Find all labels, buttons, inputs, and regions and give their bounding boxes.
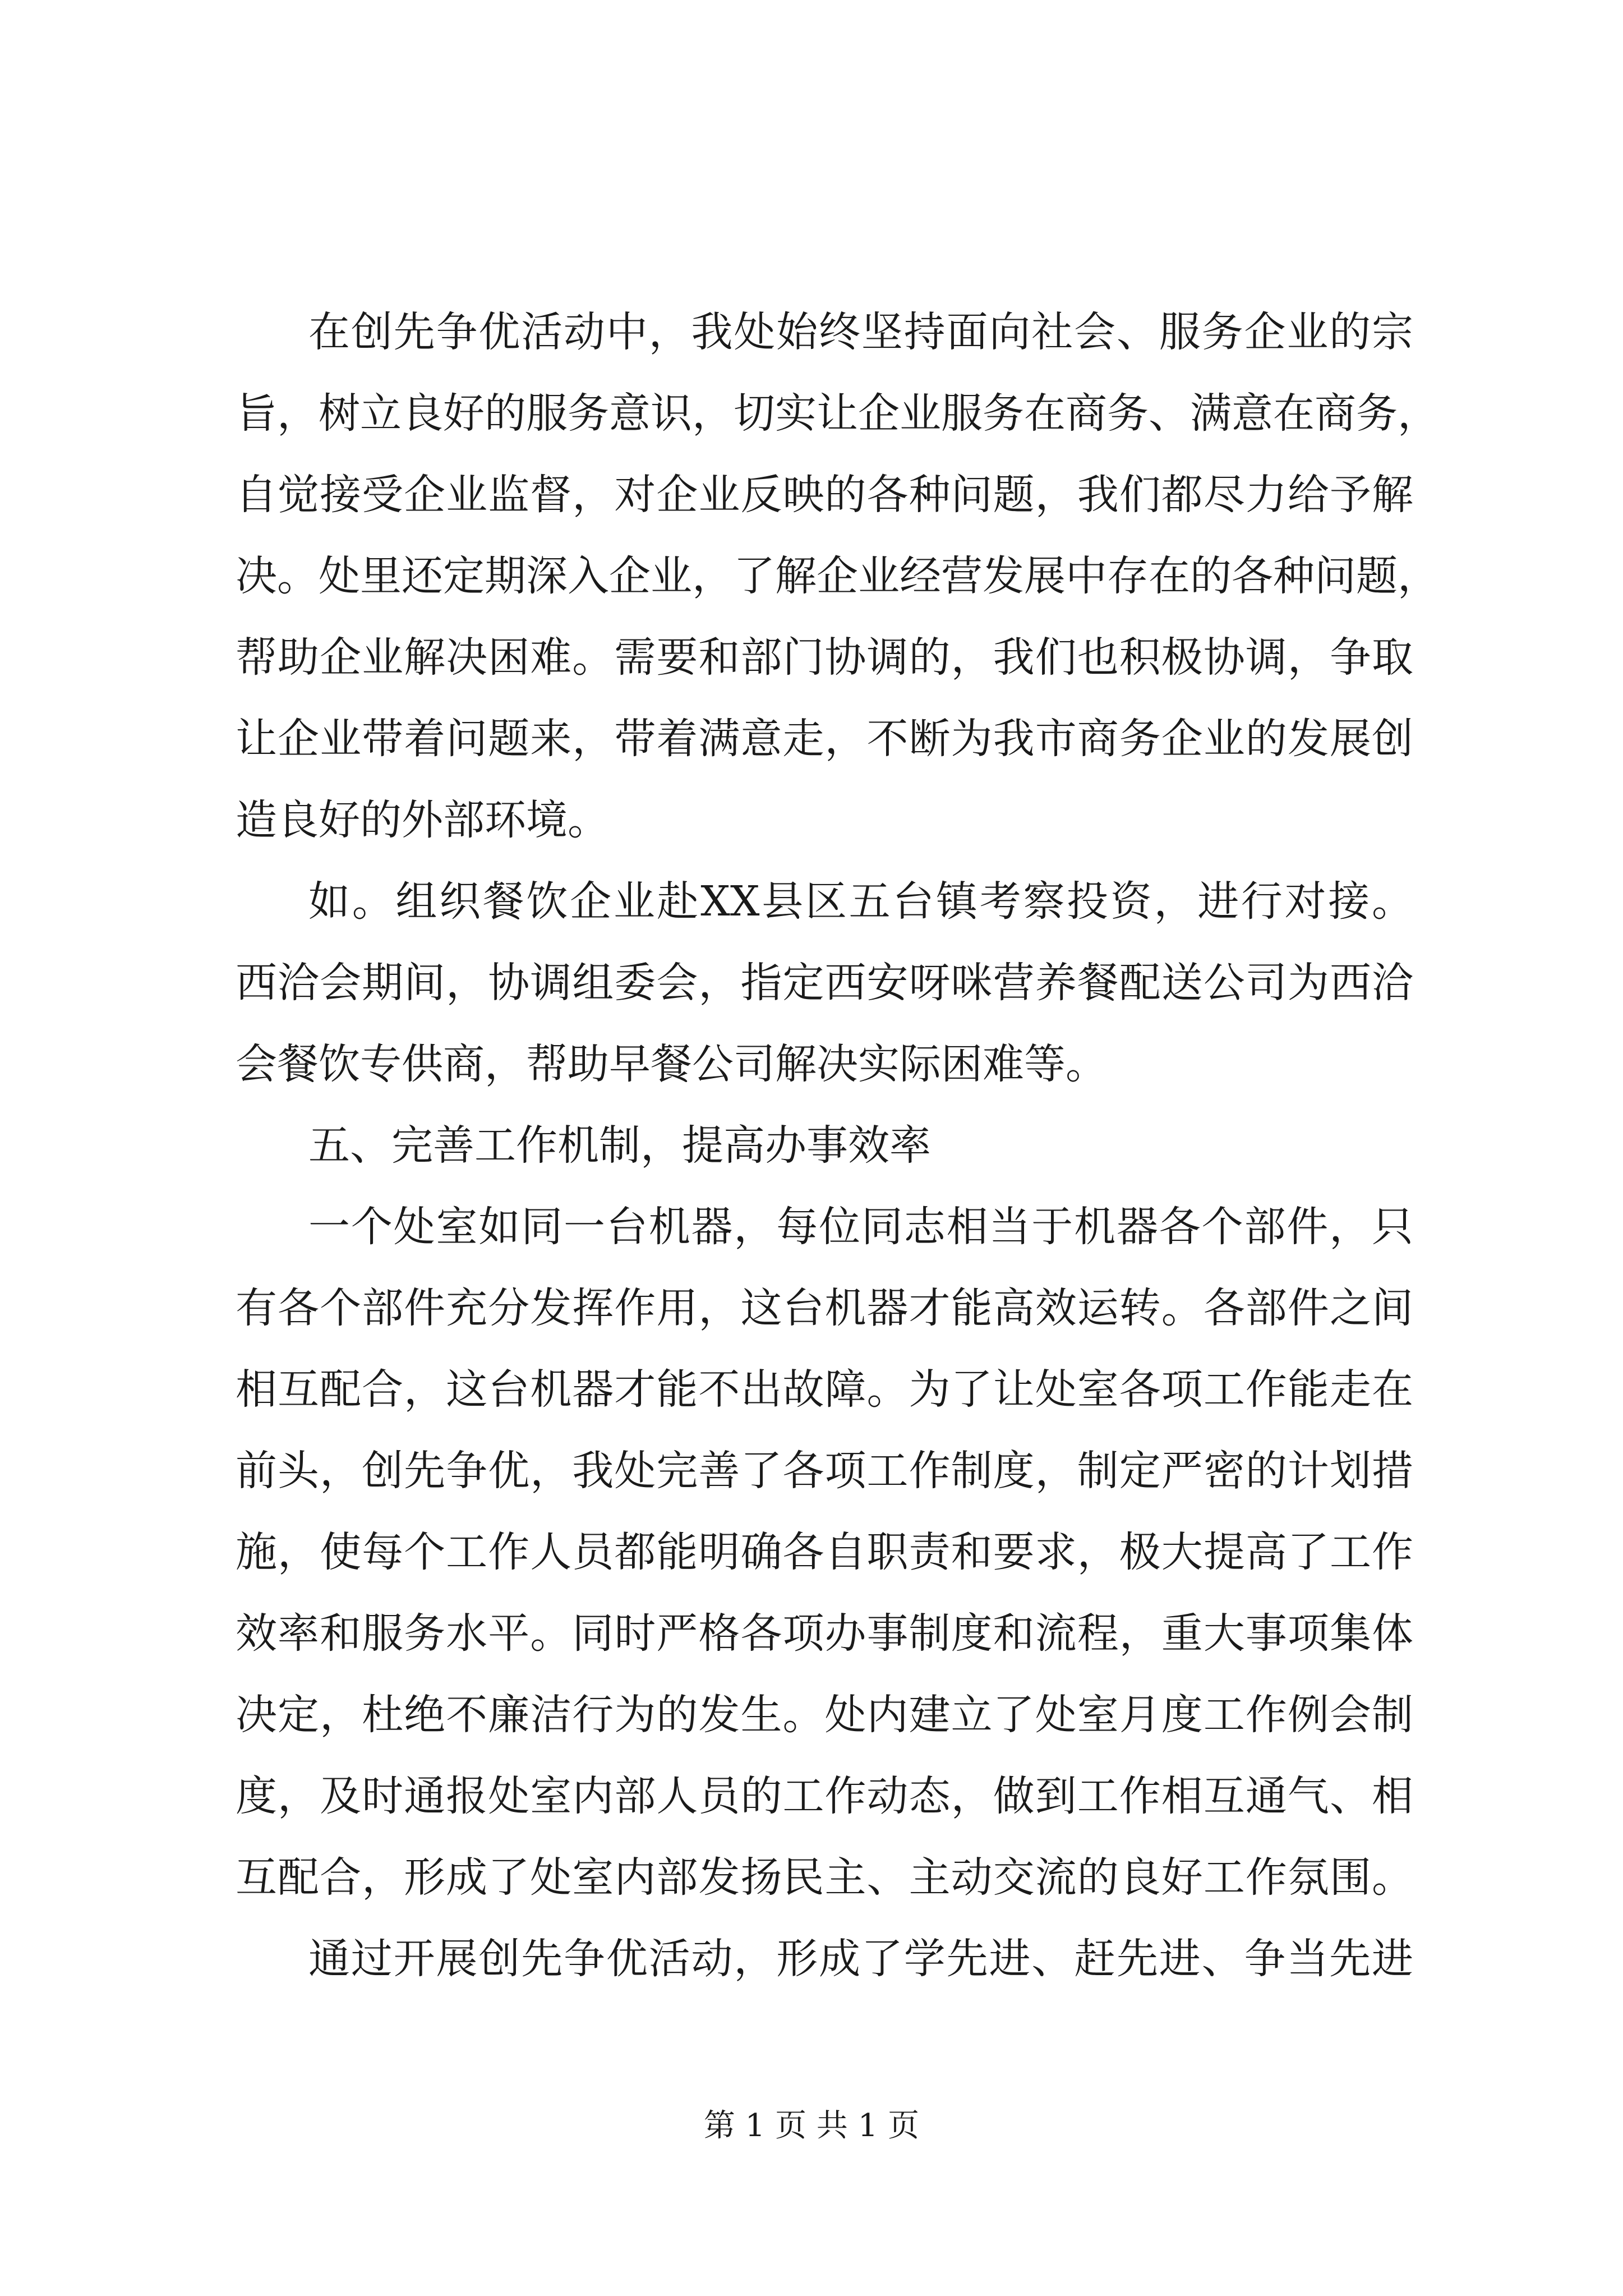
text-line: 五、完善工作机制，提高办事效率 xyxy=(308,1121,931,1170)
text-line: 让企业带着问题来，带着满意走，不断为我市商务企业的发展创 xyxy=(236,715,1413,763)
text-line: 有各个部件充分发挥作用，这台机器才能高效运转。各部件之间 xyxy=(236,1284,1413,1332)
page-footer: 第 1 页 共 1 页 xyxy=(703,2108,920,2144)
text-line: 相互配合，这台机器才能不出故障。为了让处室各项工作能走在 xyxy=(236,1365,1413,1414)
text-line: 如。组织餐饮企业赴XX县区五台镇考察投资，进行对接。 xyxy=(308,877,1413,926)
text-line: 度，及时通报处室内部人员的工作动态，做到工作相互通气、相 xyxy=(236,1772,1413,1820)
text-line: 一个处室如同一台机器，每位同志相当于机器各个部件，只 xyxy=(308,1203,1413,1251)
text-line: 帮助企业解决困难。需要和部门协调的，我们也积极协调，争取 xyxy=(236,633,1413,682)
text-line: 施，使每个工作人员都能明确各自职责和要求，极大提高了工作 xyxy=(236,1528,1413,1576)
text-line: 通过开展创先争优活动，形成了学先进、赶先进、争当先进 xyxy=(308,1935,1413,1983)
text-line: 决定，杜绝不廉洁行为的发生。处内建立了处室月度工作例会制 xyxy=(236,1691,1413,1739)
document-body xyxy=(236,292,1439,2000)
text-line: 在创先争优活动中，我处始终坚持面向社会、服务企业的宗 xyxy=(308,308,1413,356)
text-line: 前头，创先争优，我处完善了各项工作制度，制定严密的计划措 xyxy=(236,1447,1413,1495)
text-line: 决。处里还定期深入企业，了解企业经营发展中存在的各种问题， xyxy=(236,552,1439,600)
text-line: 旨，树立良好的服务意识，切实让企业服务在商务、满意在商务， xyxy=(236,389,1439,438)
text-line: 造良好的外部环境。 xyxy=(236,796,609,844)
text-line: 自觉接受企业监督，对企业反映的各种问题，我们都尽力给予解 xyxy=(236,471,1413,519)
text-line: 效率和服务水平。同时严格各项办事制度和流程，重大事项集体 xyxy=(236,1609,1413,1658)
text-line: 互配合，形成了处室内部发扬民主、主动交流的良好工作氛围。 xyxy=(236,1853,1413,1902)
text-line: 西洽会期间，协调组委会，指定西安呀咪营养餐配送公司为西洽 xyxy=(236,959,1413,1007)
text-line: 会餐饮专供商，帮助早餐公司解决实际困难等。 xyxy=(236,1040,1107,1088)
